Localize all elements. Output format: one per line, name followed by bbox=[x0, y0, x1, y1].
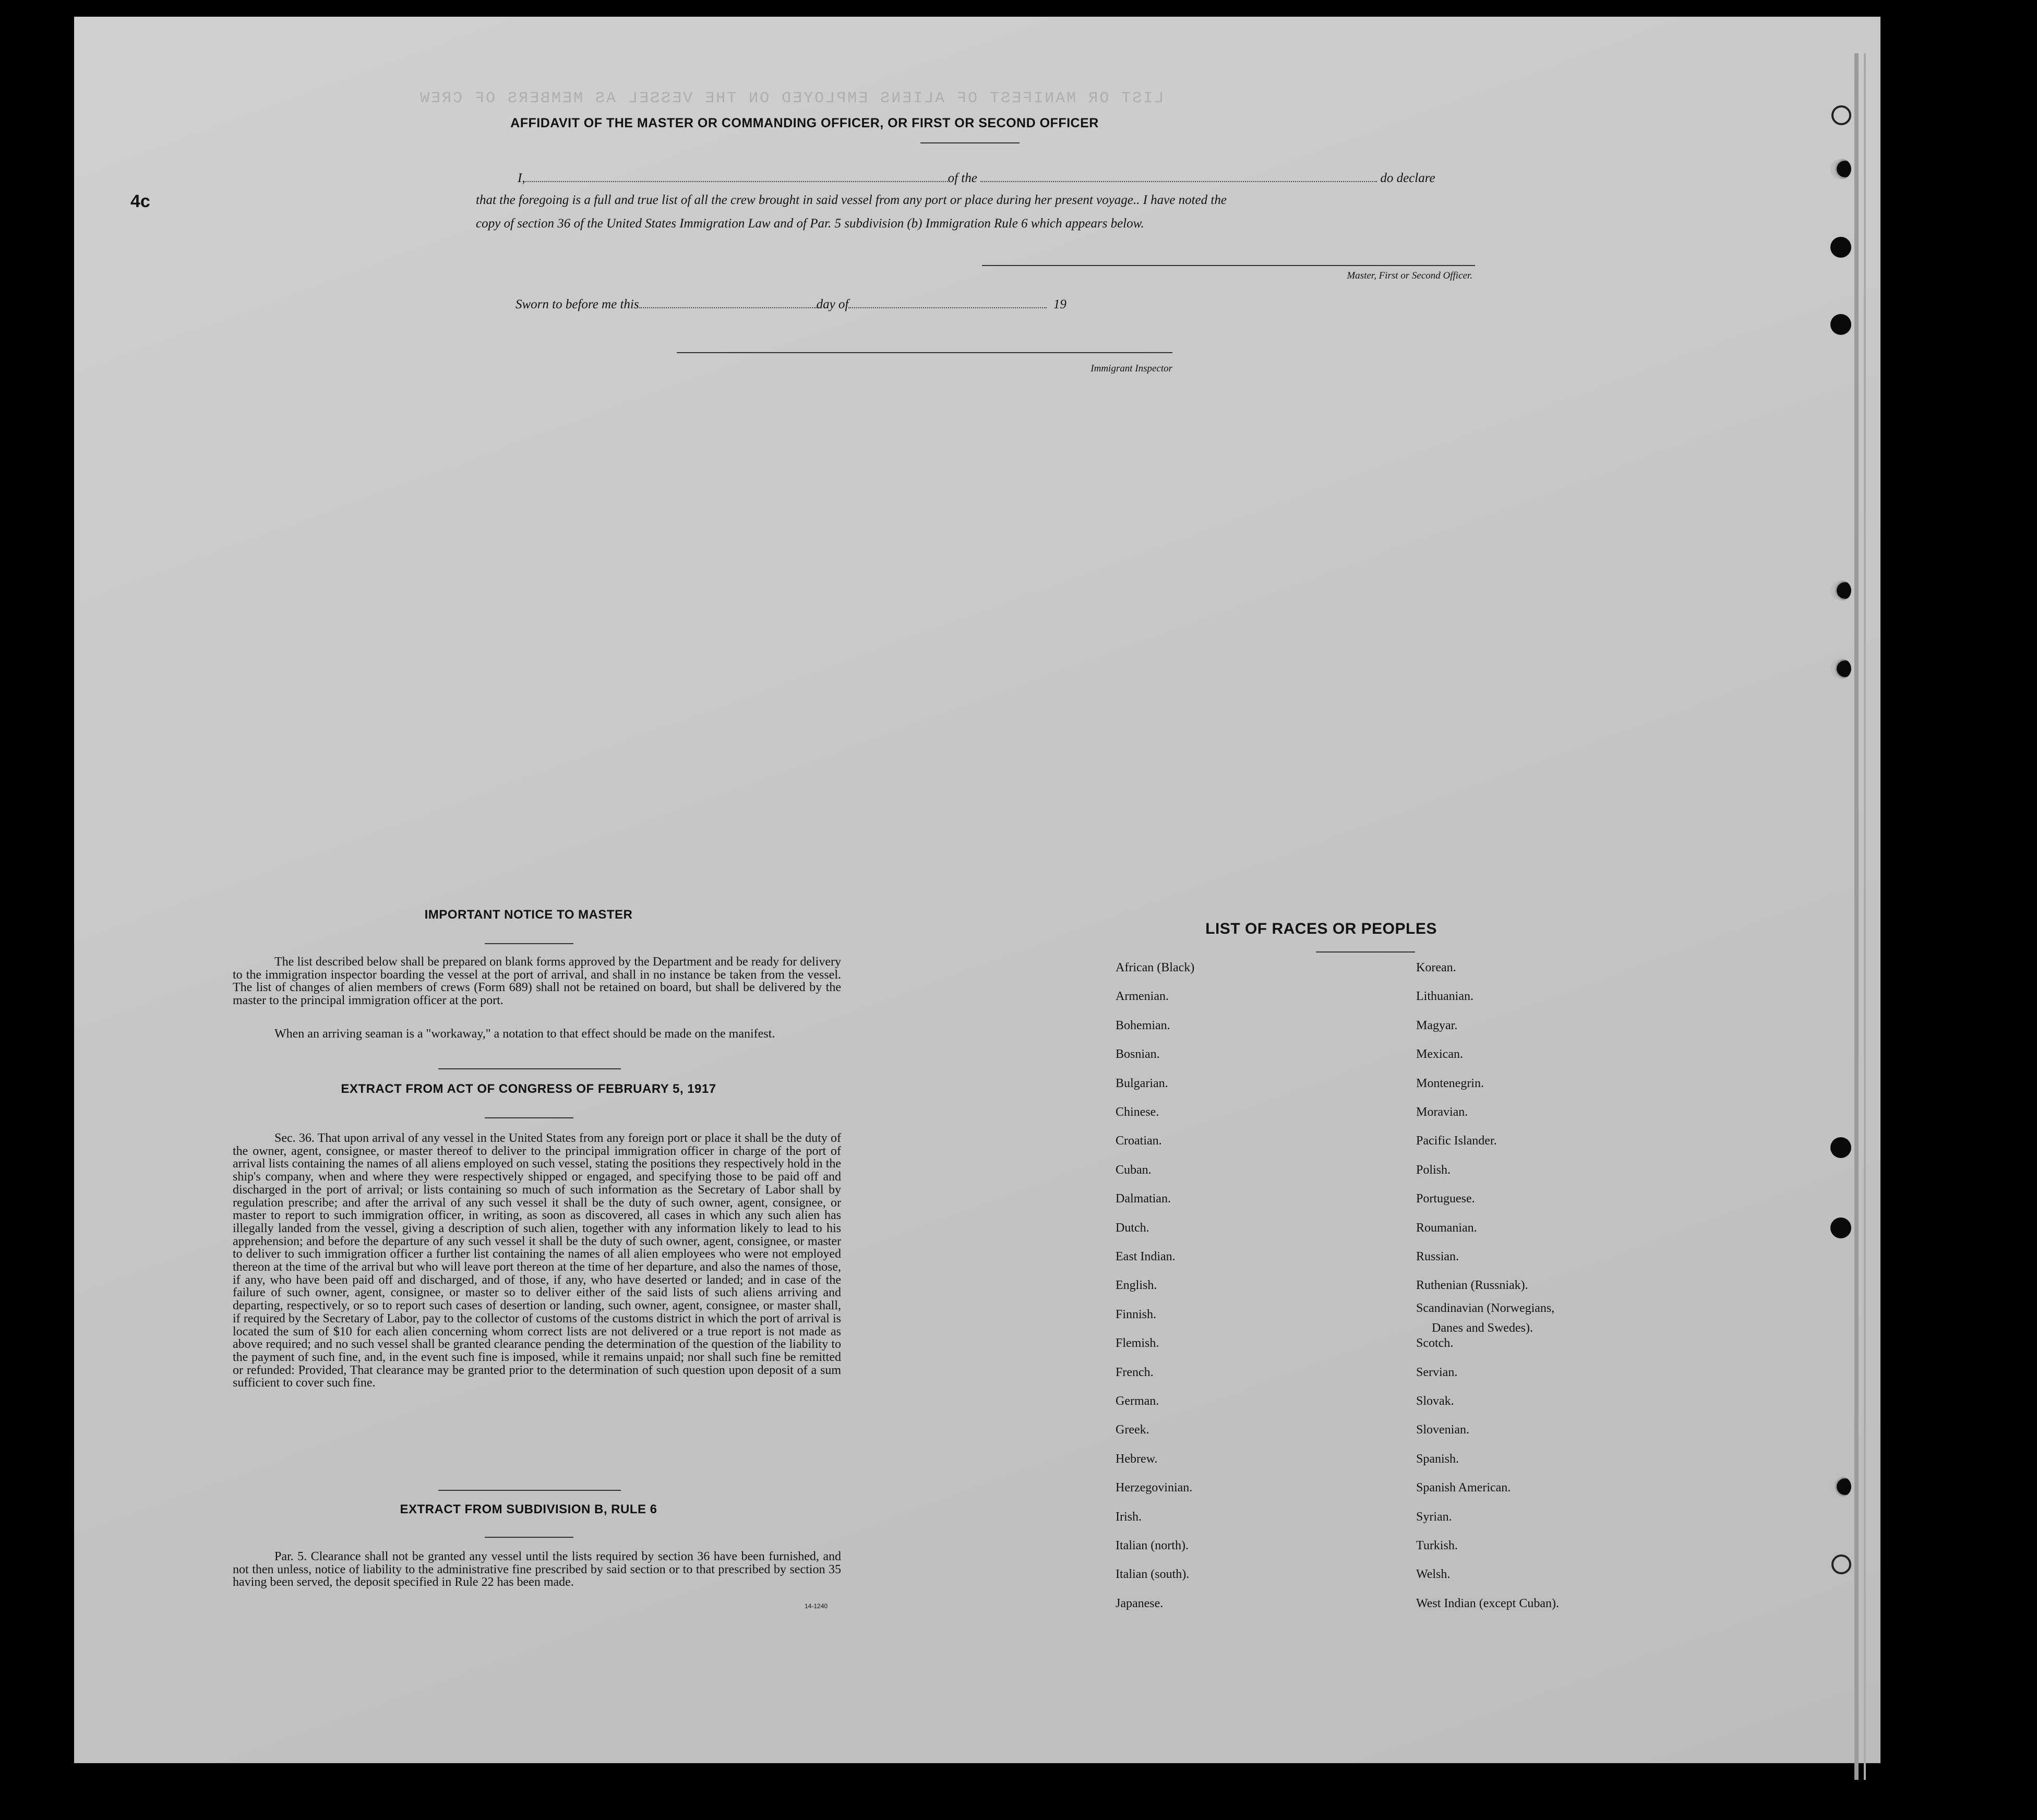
sworn-day-of: day of bbox=[816, 297, 849, 311]
race-item: Slovenian. bbox=[1416, 1423, 1469, 1437]
race-item: Bosnian. bbox=[1116, 1047, 1160, 1062]
race-item: Hebrew. bbox=[1116, 1452, 1158, 1466]
affidavit-title: AFFIDAVIT OF THE MASTER OR COMMANDING OFFICER, OR FIRST OR SECOND OFFICER bbox=[510, 116, 1099, 130]
race-item: Italian (north). bbox=[1116, 1539, 1189, 1552]
document-page bbox=[74, 17, 1880, 1763]
race-item: Russian. bbox=[1416, 1250, 1459, 1263]
race-item: Montenegrin. bbox=[1416, 1076, 1484, 1090]
divider bbox=[438, 1490, 621, 1491]
divider bbox=[485, 1117, 573, 1118]
races-title: LIST OF RACES OR PEOPLES bbox=[1205, 920, 1437, 937]
race-item: East Indian. bbox=[1116, 1250, 1176, 1263]
notice-paragraph-1: The list described below shall be prepared on blank forms approved by the Department and be ready for delivery to the immigration inspector boarding the vessel at the port of arrival, and shall in no instance be taken from the vessel. The list of changes of alien members of crews (Form 689) shall not be retained on board, but shall be delivered by the master to the principal immigration officer at the port. bbox=[233, 955, 841, 1007]
bleed-through-header: LIST OR MANIFEST OF ALIENS EMPLOYED ON THE VESSEL AS MEMBERS OF CREW bbox=[418, 90, 1164, 107]
race-item: Spanish American. bbox=[1416, 1481, 1511, 1495]
binder-hole bbox=[1830, 159, 1851, 179]
extract-act-title: EXTRACT FROM ACT OF CONGRESS OF FEBRUARY 5, 1917 bbox=[341, 1082, 716, 1096]
binder-hole bbox=[1831, 105, 1851, 125]
race-item: Lithuanian. bbox=[1416, 990, 1473, 1004]
race-item: Syrian. bbox=[1416, 1510, 1452, 1524]
binder-hole bbox=[1830, 1218, 1851, 1238]
race-item: Bulgarian. bbox=[1116, 1076, 1168, 1090]
race-item: Scandinavian (Norwegians, bbox=[1416, 1301, 1555, 1315]
race-item: West Indian (except Cuban). bbox=[1416, 1596, 1559, 1610]
race-item: Turkish. bbox=[1416, 1539, 1458, 1552]
binder-hole bbox=[1830, 1137, 1851, 1158]
race-item: Italian (south). bbox=[1116, 1568, 1190, 1582]
inspector-signature-line bbox=[677, 352, 1172, 353]
binder-hole bbox=[1830, 314, 1851, 335]
binder-hole bbox=[1830, 237, 1851, 258]
form-number: 14-1240 bbox=[805, 1602, 828, 1610]
race-item: Dutch. bbox=[1116, 1221, 1149, 1235]
race-item: Pacific Islander. bbox=[1416, 1134, 1497, 1148]
divider bbox=[485, 943, 573, 944]
sworn-prefix: Sworn to before me this bbox=[516, 297, 639, 311]
race-item: Croatian. bbox=[1116, 1134, 1162, 1148]
binder-hole bbox=[1830, 658, 1851, 679]
signature-line bbox=[982, 265, 1475, 266]
affidavit-line-3: copy of section 36 of the United States Immigration Law and of Par. 5 subdivision (b) Immigration Rule 6 which appears below. bbox=[476, 216, 1144, 231]
race-item: Portuguese. bbox=[1416, 1192, 1475, 1206]
race-item: Roumanian. bbox=[1416, 1221, 1477, 1235]
page-edge bbox=[1854, 53, 1859, 1780]
sworn-line bbox=[516, 296, 1067, 312]
margin-mark: 4c bbox=[130, 191, 150, 211]
race-item: Dalmatian. bbox=[1116, 1192, 1171, 1206]
race-item: Moravian. bbox=[1416, 1105, 1468, 1119]
divider bbox=[1316, 951, 1415, 953]
notice-title: IMPORTANT NOTICE TO MASTER bbox=[424, 908, 633, 922]
race-item: French. bbox=[1116, 1365, 1154, 1379]
divider bbox=[920, 142, 1020, 143]
race-item: Slovak. bbox=[1416, 1394, 1454, 1408]
race-item: Armenian. bbox=[1116, 990, 1169, 1004]
extract-rule-title: EXTRACT FROM SUBDIVISION B, RULE 6 bbox=[400, 1502, 657, 1516]
race-item: Polish. bbox=[1416, 1163, 1451, 1177]
binder-hole bbox=[1831, 1554, 1851, 1574]
affidavit-do-declare-label: do declare bbox=[1380, 171, 1435, 185]
race-item: Herzegovinian. bbox=[1116, 1481, 1193, 1495]
page-edge bbox=[1864, 53, 1866, 1780]
signature-caption: Master, First or Second Officer. bbox=[1347, 270, 1472, 281]
race-item: Irish. bbox=[1116, 1510, 1142, 1524]
race-item: Bohemian. bbox=[1116, 1018, 1170, 1032]
name-field-line bbox=[525, 170, 948, 182]
divider bbox=[485, 1537, 573, 1538]
sworn-year: 19 bbox=[1053, 297, 1067, 311]
race-item: German. bbox=[1116, 1394, 1159, 1408]
affidavit-of-the-label: of the bbox=[948, 171, 977, 185]
race-item: Danes and Swedes). bbox=[1432, 1321, 1533, 1335]
race-item: Welsh. bbox=[1416, 1568, 1451, 1582]
sworn-month-field-line bbox=[848, 296, 1047, 308]
race-item: Finnish. bbox=[1116, 1307, 1157, 1321]
vessel-field-line bbox=[980, 170, 1377, 182]
race-item: Chinese. bbox=[1116, 1105, 1159, 1119]
sworn-day-field-line bbox=[639, 296, 817, 308]
race-item: Spanish. bbox=[1416, 1452, 1459, 1466]
race-item: Cuban. bbox=[1116, 1163, 1152, 1177]
race-item: English. bbox=[1116, 1279, 1157, 1293]
race-item: Japanese. bbox=[1116, 1596, 1164, 1610]
extract-act-text: Sec. 36. That upon arrival of any vessel in the United States from any foreign port or place it shall be the duty of the owner, agent, consignee, or master thereof to deliver to the principal immigration officer in charge of the port of arrival lists containing the names of all aliens employed on such vessel, stating the positions they respectively hold in the ship's company, when and where they were respectively shipped or engaged, and specifying those to be paid off and discharged in the port of arrival; or lists containing so much of such information as the Secretary of Labor shall by regulation prescribe; and after the arrival of any such vessel it shall be the duty of such owner, agent, consignee, or master to report to such immigration officer, in writing, as soon as discovered, all cases in which any such alien has illegally landed from the vessel, giving a description of such alien, together with any information likely to lead to his apprehension; and before the departure of any such vessel it shall be the duty of such owner, agent, consignee, or master to deliver to such immigration officer a further list containing the names of all alien employees who were not employed thereon at the time of the arrival but who will leave port thereon at the time of her departure, and also the names of those, if any, who have been paid off and discharged, and of those, if any, who have deserted or landed; and in case of the failure of such owner, agent, consignee, or master so to deliver either of the said lists of such aliens arriving and departing, respectively, or so to report such cases of desertion or landing, such owner, agent, consignee, or master shall, if required by the Secretary of Labor, pay to the collector of customs of the customs district in which the port of arrival is located the sum of $10 for each alien concerning whom correct lists are not delivered or a true report is not made as above required; and no such vessel shall be granted clearance pending the determination of the question of the liability to the payment of such fine, and, in the event such fine is imposed, while it remains unpaid; nor shall such fine be remitted or refunded: Provided, That clearance may be granted prior to the determination of such question upon deposit of a sum sufficient to cover such fine. bbox=[233, 1131, 841, 1390]
inspector-caption: Immigrant Inspector bbox=[1091, 363, 1172, 374]
binder-hole bbox=[1830, 580, 1851, 601]
divider bbox=[438, 1068, 621, 1069]
race-item: Scotch. bbox=[1416, 1336, 1454, 1351]
race-item: Magyar. bbox=[1416, 1018, 1458, 1032]
binder-hole bbox=[1830, 1476, 1851, 1497]
race-item: African (Black) bbox=[1116, 961, 1195, 974]
race-item: Flemish. bbox=[1116, 1336, 1159, 1351]
extract-rule-text: Par. 5. Clearance shall not be granted any vessel until the lists required by section 36 have been furnished, and not then unless, notice of liability to the administrative fine prescribed by said section or to that prescribed by section 35 having been served, the deposit specified in Rule 22 has been made. bbox=[233, 1550, 841, 1589]
affidavit-i-label: I, bbox=[518, 171, 525, 185]
affidavit-line-1 bbox=[518, 170, 1478, 186]
notice-paragraph-2: When an arriving seaman is a "workaway," a notation to that effect should be made on the manifest. bbox=[274, 1027, 775, 1041]
race-item: Greek. bbox=[1116, 1423, 1149, 1437]
race-item: Korean. bbox=[1416, 961, 1456, 974]
affidavit-line-2: that the foregoing is a full and true list of all the crew brought in said vessel from any port or place during her present voyage.. I have noted the bbox=[476, 193, 1227, 207]
race-item: Mexican. bbox=[1416, 1047, 1463, 1062]
race-item: Ruthenian (Russniak). bbox=[1416, 1279, 1528, 1293]
race-item: Servian. bbox=[1416, 1365, 1458, 1379]
